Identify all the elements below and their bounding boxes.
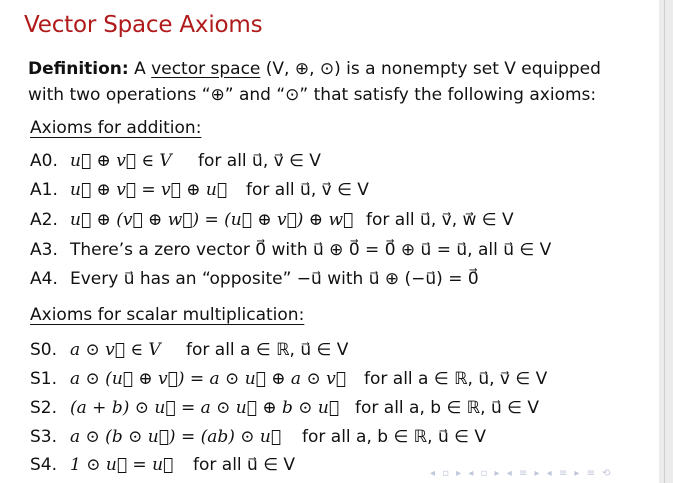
axiom-label: A0. xyxy=(30,151,58,171)
definition-term: vector space xyxy=(151,59,261,79)
addition-heading: Axioms for addition: xyxy=(30,118,202,138)
axiom-condition: for all u⃗ ∈ V xyxy=(193,455,296,475)
axiom-condition: for all a, b ∈ ℝ, u⃗ ∈ V xyxy=(302,427,486,447)
axiom-a0 xyxy=(30,148,321,174)
axiom-expression: a ⊙ v⃗ ∈ V xyxy=(70,340,161,360)
axiom-label: S1. xyxy=(30,369,58,389)
axiom-a2 xyxy=(30,207,514,233)
axiom-s3 xyxy=(30,424,486,450)
definition-text-1: (V, ⊕, ⊙) is a nonempty set V equipped xyxy=(265,59,601,79)
axiom-condition: for all a ∈ ℝ, u⃗ ∈ V xyxy=(186,340,349,360)
axiom-expression: 1 ⊙ u⃗ = u⃗ xyxy=(70,455,174,475)
axiom-expression: u⃗ ⊕ v⃗ = v⃗ ⊕ u⃗ xyxy=(70,180,228,200)
slide-title: Vector Space Axioms xyxy=(24,12,263,38)
definition-text-2: with two operations “⊕” and “⊙” that satisfy the following axioms: xyxy=(28,85,597,105)
axiom-condition: for all u⃗, v⃗ ∈ V xyxy=(198,151,321,171)
axiom-label: S3. xyxy=(30,427,58,447)
axiom-expression: u⃗ ⊕ (v⃗ ⊕ w⃗) = (u⃗ ⊕ v⃗) ⊕ w⃗ xyxy=(70,210,354,230)
window-edge-divider xyxy=(664,0,665,483)
axiom-s2 xyxy=(30,395,539,421)
axiom-label: S2. xyxy=(30,398,58,418)
scalar-heading: Axioms for scalar multiplication: xyxy=(30,305,305,325)
axiom-label: S0. xyxy=(30,340,58,360)
axiom-label: A3. xyxy=(30,240,58,260)
axiom-a4 xyxy=(30,266,479,292)
axiom-s4 xyxy=(30,452,296,478)
axiom-expression: a ⊙ (b ⊙ u⃗) = (ab) ⊙ u⃗ xyxy=(70,427,282,447)
axiom-condition: for all u⃗, v⃗, w⃗ ∈ V xyxy=(366,210,514,230)
axiom-expression: a ⊙ (u⃗ ⊕ v⃗) = a ⊙ u⃗ ⊕ a ⊙ v⃗ xyxy=(70,369,346,389)
axiom-condition: for all a, b ∈ ℝ, u⃗ ∈ V xyxy=(355,398,539,418)
definition-label: Definition: xyxy=(28,59,129,79)
window-edge xyxy=(659,0,673,483)
axiom-expression: Every u⃗ has an “opposite” −u⃗ with u⃗ ⊕ (−u⃗) = 0⃗ xyxy=(70,269,479,289)
beamer-navigation-icons[interactable]: ◂ ▫ ▸ ◂ ▫ ▸ ◂ ≡ ▸ ◂ ≡ ▸ ≡ ⟲ xyxy=(430,468,613,479)
axiom-expression: (a + b) ⊙ u⃗ = a ⊙ u⃗ ⊕ b ⊙ u⃗ xyxy=(70,398,340,418)
axiom-label: A4. xyxy=(30,269,58,289)
axiom-a1 xyxy=(30,177,369,203)
axiom-label: A2. xyxy=(30,210,58,230)
axiom-a3 xyxy=(30,237,551,263)
axiom-label: S4. xyxy=(30,455,58,475)
axiom-expression: There’s a zero vector 0⃗ with u⃗ ⊕ 0⃗ = 0⃗ ⊕ u⃗ = u⃗, all u⃗ ∈ V xyxy=(70,240,552,260)
axiom-condition: for all u⃗, v⃗ ∈ V xyxy=(246,180,369,200)
axiom-s0 xyxy=(30,337,349,363)
axiom-expression: u⃗ ⊕ v⃗ ∈ V xyxy=(70,151,172,171)
axiom-s1 xyxy=(30,366,548,392)
axiom-condition: for all a ∈ ℝ, u⃗, v⃗ ∈ V xyxy=(364,369,548,389)
axiom-label: A1. xyxy=(30,180,58,200)
definition-pre: A xyxy=(134,59,146,79)
definition-block xyxy=(28,56,638,108)
